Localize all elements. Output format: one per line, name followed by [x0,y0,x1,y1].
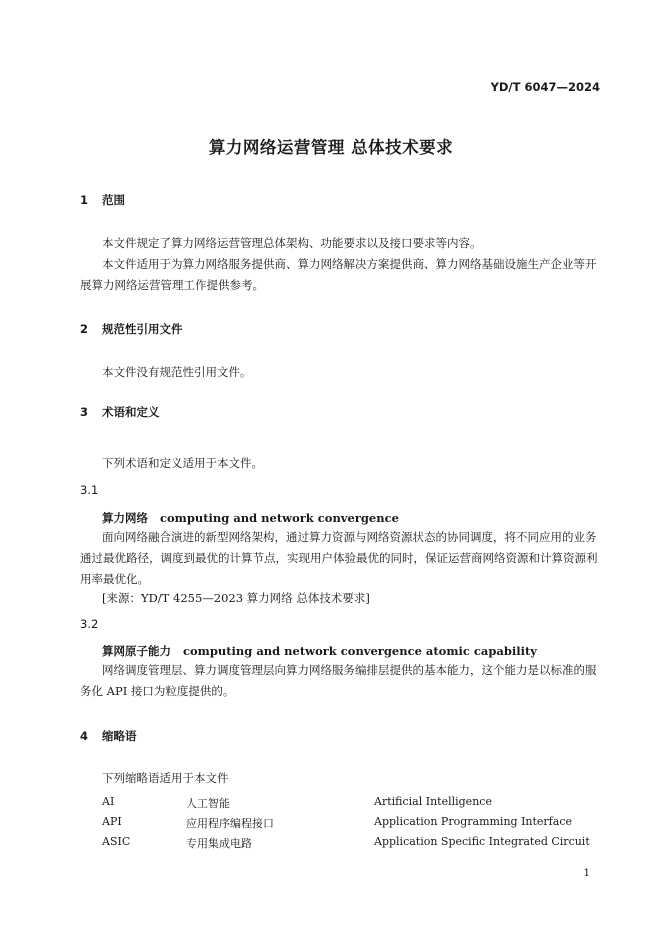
scope-paragraph-2: 本文件适用于为算力网络服务提供商、算力网络解决方案提供商、算力网络基础设施生产企业等开展算力网络运营管理工作提供参考。 [80,257,597,292]
section-heading-normative [80,321,183,337]
doc-title: 算力网络运营管理 总体技术要求 [208,138,454,157]
term-definition: 面向网络融合演进的新型网络架构，通过算力资源与网络资源状态的协同调度，将不同应用的业务通过最优路径，调度到最优的计算节点，实现用户体验最优的同时，保证运营商网络资源和计算资源利用率最优化。 [80,530,598,586]
abbr: ASIC [102,835,131,848]
page-number: 1 [583,867,590,879]
abbr-en: Application Specific Integrated Circuit [374,835,590,848]
section-heading-scope [80,192,125,208]
term-definition: 网络调度管理层、算力调度管理层向算力网络服务编排层提供的基本能力，这个能力是以标准的服务化 API 接口为粒度提供的。 [80,663,597,698]
section-title: 规范性引用文件 [102,322,183,336]
abbr-en: Application Programming Interface [374,815,572,828]
term-number: 3.2 [80,617,99,631]
section-heading-terms [80,404,160,420]
term-en: computing and network convergence atomic capability [183,644,537,658]
term-zh: 算网原子能力 [102,644,171,658]
section-title: 缩略语 [102,729,137,743]
abbr-en: Artificial Intelligence [374,795,492,808]
term-heading [102,510,399,526]
terms-intro: 下列术语和定义适用于本文件。 [102,456,263,470]
term-source: [来源：YD/T 4255—2023 算力网络 总体技术要求] [102,591,370,605]
term-en: computing and network convergence [160,511,399,525]
section-number: 2 [80,322,89,336]
section-title: 术语和定义 [102,405,160,419]
section-number: 4 [80,729,89,743]
section-number: 1 [80,193,89,207]
term-heading [102,643,537,659]
section-heading-abbreviations [80,728,137,744]
abbreviations-intro: 下列缩略语适用于本文件 [102,771,229,785]
term-zh: 算力网络 [102,511,148,525]
abbr-zh: 人工智能 [186,797,230,810]
abbr: AI [102,795,115,808]
abbr-zh: 专用集成电路 [186,837,252,850]
term-number: 3.1 [80,483,99,497]
abbr-zh: 应用程序编程接口 [186,817,274,830]
section-number: 3 [80,405,89,419]
standard-code: YD/T 6047—2024 [490,80,600,94]
normative-paragraph: 本文件没有规范性引用文件。 [102,365,252,379]
section-title: 范围 [102,193,125,207]
abbr: API [102,815,122,828]
scope-paragraph-1: 本文件规定了算力网络运营管理总体架构、功能要求以及接口要求等内容。 [102,236,482,250]
